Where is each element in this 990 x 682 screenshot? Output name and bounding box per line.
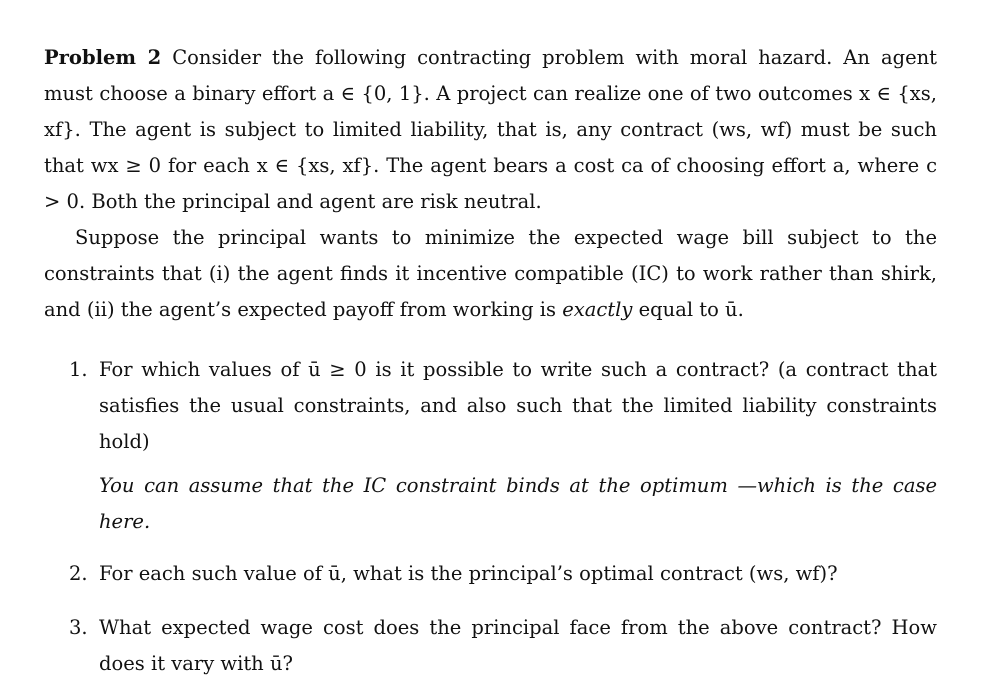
intro-line-5: Both the principal and agent are risk neutral. <box>91 190 542 213</box>
objective-text-start: Suppose the principal wants to minimize the expected wage bill subject to the constraints that (i) the agent finds it incentive compatible (IC) to work rather than shirk, and (ii) the agent’s expected payoff from working is <box>44 226 937 321</box>
objective-emphasis: exactly <box>562 298 633 321</box>
question-text: For each such value of ū, what is the principal’s optimal contract (ws, wf)? <box>99 562 838 585</box>
question-item <box>44 556 937 592</box>
question-item <box>44 610 937 682</box>
question-number: 2. <box>69 562 88 585</box>
objective-paragraph <box>44 220 937 328</box>
objective-text-end: equal to ū. <box>638 298 744 321</box>
question-hint: You can assume that the IC constraint binds at the optimum —which is the case here. <box>99 474 937 533</box>
problem-document <box>44 40 937 682</box>
intro-line-1: Consider the following contracting problem with moral hazard. An agent must <box>44 46 938 105</box>
question-number: 1. <box>69 358 88 381</box>
problem-intro-paragraph <box>44 40 937 220</box>
question-text: For which values of ū ≥ 0 is it possible to write such a contract? (a contract that satisfies the usual constraints, and also such that the limited liability constraints hold) <box>99 358 937 453</box>
question-item <box>44 352 937 540</box>
intro-line-2: choose a binary effort a ∈ {0, 1}. A project can realize one of two outcomes x ∈ {xs, xf}. <box>44 82 937 141</box>
intro-line-3: The agent is subject to limited liability, that is, any contract (ws, wf) must be such that <box>44 118 937 177</box>
intro-line-4: wx ≥ 0 for each x ∈ {xs, xf}. The agent bears a cost ca of choosing effort a, where c > 0. <box>44 154 937 213</box>
question-list <box>44 352 937 682</box>
question-text: What expected wage cost does the principal face from the above contract? How does it vary with ū? <box>99 616 937 675</box>
question-number: 3. <box>69 616 88 639</box>
problem-heading: Problem 2 <box>44 46 162 69</box>
